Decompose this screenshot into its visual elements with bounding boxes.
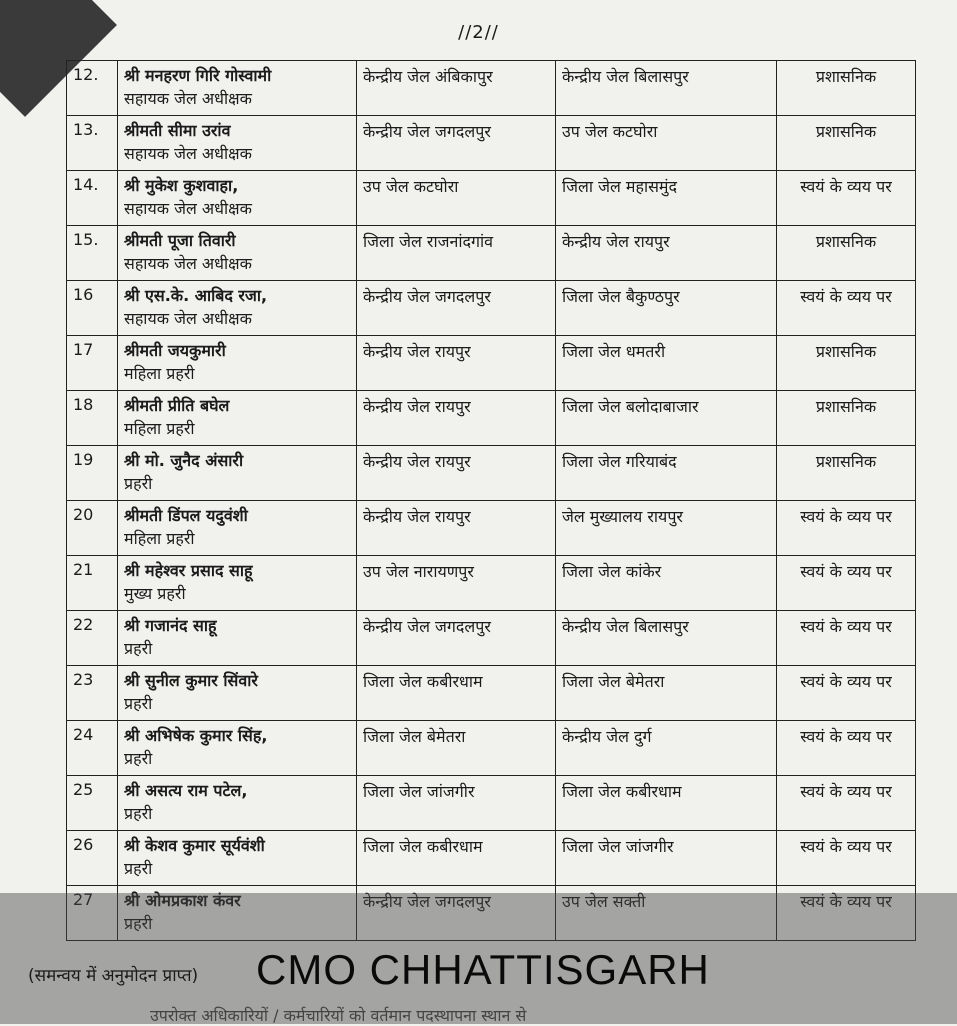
- table-row: [67, 171, 916, 226]
- employee-designation: मुख्य प्रहरी: [124, 584, 186, 603]
- transfer-reason: स्वयं के व्यय पर: [777, 501, 916, 556]
- employee-cell: [118, 501, 357, 556]
- table-row: [67, 281, 916, 336]
- serial-number: 24: [67, 721, 118, 776]
- employee-designation: महिला प्रहरी: [124, 364, 195, 383]
- serial-number: 17: [67, 336, 118, 391]
- to-location: जेल मुख्यालय रायपुर: [556, 501, 777, 556]
- transfer-reason: स्वयं के व्यय पर: [777, 611, 916, 666]
- employee-cell: [118, 116, 357, 171]
- employee-cell: [118, 831, 357, 886]
- employee-name: श्री मुकेश कुशवाहा,: [124, 176, 239, 195]
- table-row: [67, 391, 916, 446]
- employee-cell: [118, 391, 357, 446]
- employee-name: श्रीमती डिंपल यदुवंशी: [124, 506, 248, 525]
- to-location: उप जेल कटघोरा: [556, 116, 777, 171]
- serial-number: 19: [67, 446, 118, 501]
- employee-name: श्रीमती जयकुमारी: [124, 341, 226, 360]
- transfer-reason: प्रशासनिक: [777, 61, 916, 116]
- table-row: [67, 556, 916, 611]
- transfer-reason: स्वयं के व्यय पर: [777, 776, 916, 831]
- serial-number: 13.: [67, 116, 118, 171]
- employee-name: श्रीमती सीमा उरांव: [124, 121, 231, 140]
- employee-designation: प्रहरी: [124, 694, 153, 713]
- employee-designation: प्रहरी: [124, 749, 153, 768]
- transfer-reason: प्रशासनिक: [777, 446, 916, 501]
- to-location: केन्द्रीय जेल रायपुर: [556, 226, 777, 281]
- employee-designation: प्रहरी: [124, 804, 153, 823]
- employee-name: श्री गजानंद साहू: [124, 616, 217, 635]
- table-row: [67, 116, 916, 171]
- employee-designation: प्रहरी: [124, 639, 153, 658]
- employee-name: श्री एस.के. आबिद रजा,: [124, 286, 268, 305]
- from-location: जिला जेल कबीरधाम: [357, 831, 556, 886]
- employee-cell: [118, 61, 357, 116]
- employee-designation: सहायक जेल अधीक्षक: [124, 309, 252, 328]
- employee-cell: [118, 171, 357, 226]
- employee-name: श्री असत्य राम पटेल,: [124, 781, 248, 800]
- table-row: [67, 446, 916, 501]
- from-location: जिला जेल बेमेतरा: [357, 721, 556, 776]
- from-location: केन्द्रीय जेल जगदलपुर: [357, 886, 556, 941]
- serial-number: 26: [67, 831, 118, 886]
- table-row: [67, 666, 916, 721]
- employee-designation: प्रहरी: [124, 859, 153, 878]
- from-location: केन्द्रीय जेल रायपुर: [357, 391, 556, 446]
- page-number: //2//: [458, 22, 499, 43]
- from-location: उप जेल कटघोरा: [357, 171, 556, 226]
- table-row: [67, 226, 916, 281]
- to-location: केन्द्रीय जेल बिलासपुर: [556, 61, 777, 116]
- transfer-table-body: [67, 61, 916, 941]
- from-location: जिला जेल जांजगीर: [357, 776, 556, 831]
- employee-cell: [118, 721, 357, 776]
- table-row: [67, 501, 916, 556]
- from-location: केन्द्रीय जेल जगदलपुर: [357, 116, 556, 171]
- to-location: उप जेल सक्ती: [556, 886, 777, 941]
- from-location: जिला जेल कबीरधाम: [357, 666, 556, 721]
- transfer-reason: स्वयं के व्यय पर: [777, 666, 916, 721]
- to-location: जिला जेल गरियाबंद: [556, 446, 777, 501]
- serial-number: 21: [67, 556, 118, 611]
- transfer-reason: स्वयं के व्यय पर: [777, 281, 916, 336]
- to-location: जिला जेल धमतरी: [556, 336, 777, 391]
- to-location: जिला जेल बैकुण्ठपुर: [556, 281, 777, 336]
- employee-name: श्री सुनील कुमार सिंवारे: [124, 671, 258, 690]
- employee-cell: [118, 336, 357, 391]
- transfer-reason: स्वयं के व्यय पर: [777, 721, 916, 776]
- transfer-reason: प्रशासनिक: [777, 336, 916, 391]
- table-row: [67, 831, 916, 886]
- to-location: जिला जेल कबीरधाम: [556, 776, 777, 831]
- from-location: केन्द्रीय जेल रायपुर: [357, 501, 556, 556]
- employee-cell: [118, 556, 357, 611]
- employee-designation: प्रहरी: [124, 474, 153, 493]
- serial-number: 20: [67, 501, 118, 556]
- transfer-table: [66, 60, 916, 941]
- serial-number: 12.: [67, 61, 118, 116]
- watermark-text: CMO CHHATTISGARH: [256, 946, 710, 993]
- employee-cell: [118, 446, 357, 501]
- table-row: [67, 721, 916, 776]
- employee-name: श्री ओमप्रकाश कंवर: [124, 891, 241, 910]
- transfer-reason: प्रशासनिक: [777, 391, 916, 446]
- serial-number: 14.: [67, 171, 118, 226]
- table-row: [67, 776, 916, 831]
- employee-designation: सहायक जेल अधीक्षक: [124, 89, 252, 108]
- transfer-reason: प्रशासनिक: [777, 116, 916, 171]
- serial-number: 16: [67, 281, 118, 336]
- bottom-cut-text: उपरोक्त अधिकारियों / कर्मचारियों को वर्तमान पदस्थापना स्थान से: [150, 1006, 527, 1025]
- employee-designation: सहायक जेल अधीक्षक: [124, 199, 252, 218]
- transfer-reason: स्वयं के व्यय पर: [777, 886, 916, 941]
- employee-name: श्री मो. जुनैद अंसारी: [124, 451, 244, 470]
- employee-name: श्री महेश्वर प्रसाद साहू: [124, 561, 253, 580]
- employee-cell: [118, 776, 357, 831]
- to-location: जिला जेल बेमेतरा: [556, 666, 777, 721]
- employee-name: श्री अभिषेक कुमार सिंह,: [124, 726, 268, 745]
- employee-cell: [118, 226, 357, 281]
- from-location: केन्द्रीय जेल रायपुर: [357, 446, 556, 501]
- serial-number: 15.: [67, 226, 118, 281]
- employee-designation: सहायक जेल अधीक्षक: [124, 144, 252, 163]
- transfer-reason: स्वयं के व्यय पर: [777, 556, 916, 611]
- employee-designation: प्रहरी: [124, 914, 153, 933]
- employee-name: श्री मनहरण गिरि गोस्वामी: [124, 66, 272, 85]
- serial-number: 27: [67, 886, 118, 941]
- from-location: केन्द्रीय जेल अंबिकापुर: [357, 61, 556, 116]
- serial-number: 18: [67, 391, 118, 446]
- to-location: केन्द्रीय जेल दुर्ग: [556, 721, 777, 776]
- footer-note: (समन्वय में अनुमोदन प्राप्त): [28, 966, 199, 986]
- employee-name: श्रीमती पूजा तिवारी: [124, 231, 236, 250]
- transfer-reason: प्रशासनिक: [777, 226, 916, 281]
- serial-number: 23: [67, 666, 118, 721]
- transfer-reason: स्वयं के व्यय पर: [777, 171, 916, 226]
- from-location: केन्द्रीय जेल जगदलपुर: [357, 281, 556, 336]
- serial-number: 25: [67, 776, 118, 831]
- employee-designation: सहायक जेल अधीक्षक: [124, 254, 252, 273]
- to-location: केन्द्रीय जेल बिलासपुर: [556, 611, 777, 666]
- from-location: केन्द्रीय जेल रायपुर: [357, 336, 556, 391]
- from-location: उप जेल नारायणपुर: [357, 556, 556, 611]
- employee-cell: [118, 611, 357, 666]
- table-row: [67, 611, 916, 666]
- employee-designation: महिला प्रहरी: [124, 529, 195, 548]
- table-row: [67, 336, 916, 391]
- to-location: जिला जेल बलोदाबाजार: [556, 391, 777, 446]
- employee-cell: [118, 666, 357, 721]
- to-location: जिला जेल महासमुंद: [556, 171, 777, 226]
- to-location: जिला जेल कांकेर: [556, 556, 777, 611]
- employee-designation: महिला प्रहरी: [124, 419, 195, 438]
- employee-name: श्री केशव कुमार सूर्यवंशी: [124, 836, 265, 855]
- from-location: केन्द्रीय जेल जगदलपुर: [357, 611, 556, 666]
- employee-name: श्रीमती प्रीति बघेल: [124, 396, 230, 415]
- transfer-reason: स्वयं के व्यय पर: [777, 831, 916, 886]
- to-location: जिला जेल जांजगीर: [556, 831, 777, 886]
- serial-number: 22: [67, 611, 118, 666]
- table-row: [67, 61, 916, 116]
- from-location: जिला जेल राजनांदगांव: [357, 226, 556, 281]
- employee-cell: [118, 281, 357, 336]
